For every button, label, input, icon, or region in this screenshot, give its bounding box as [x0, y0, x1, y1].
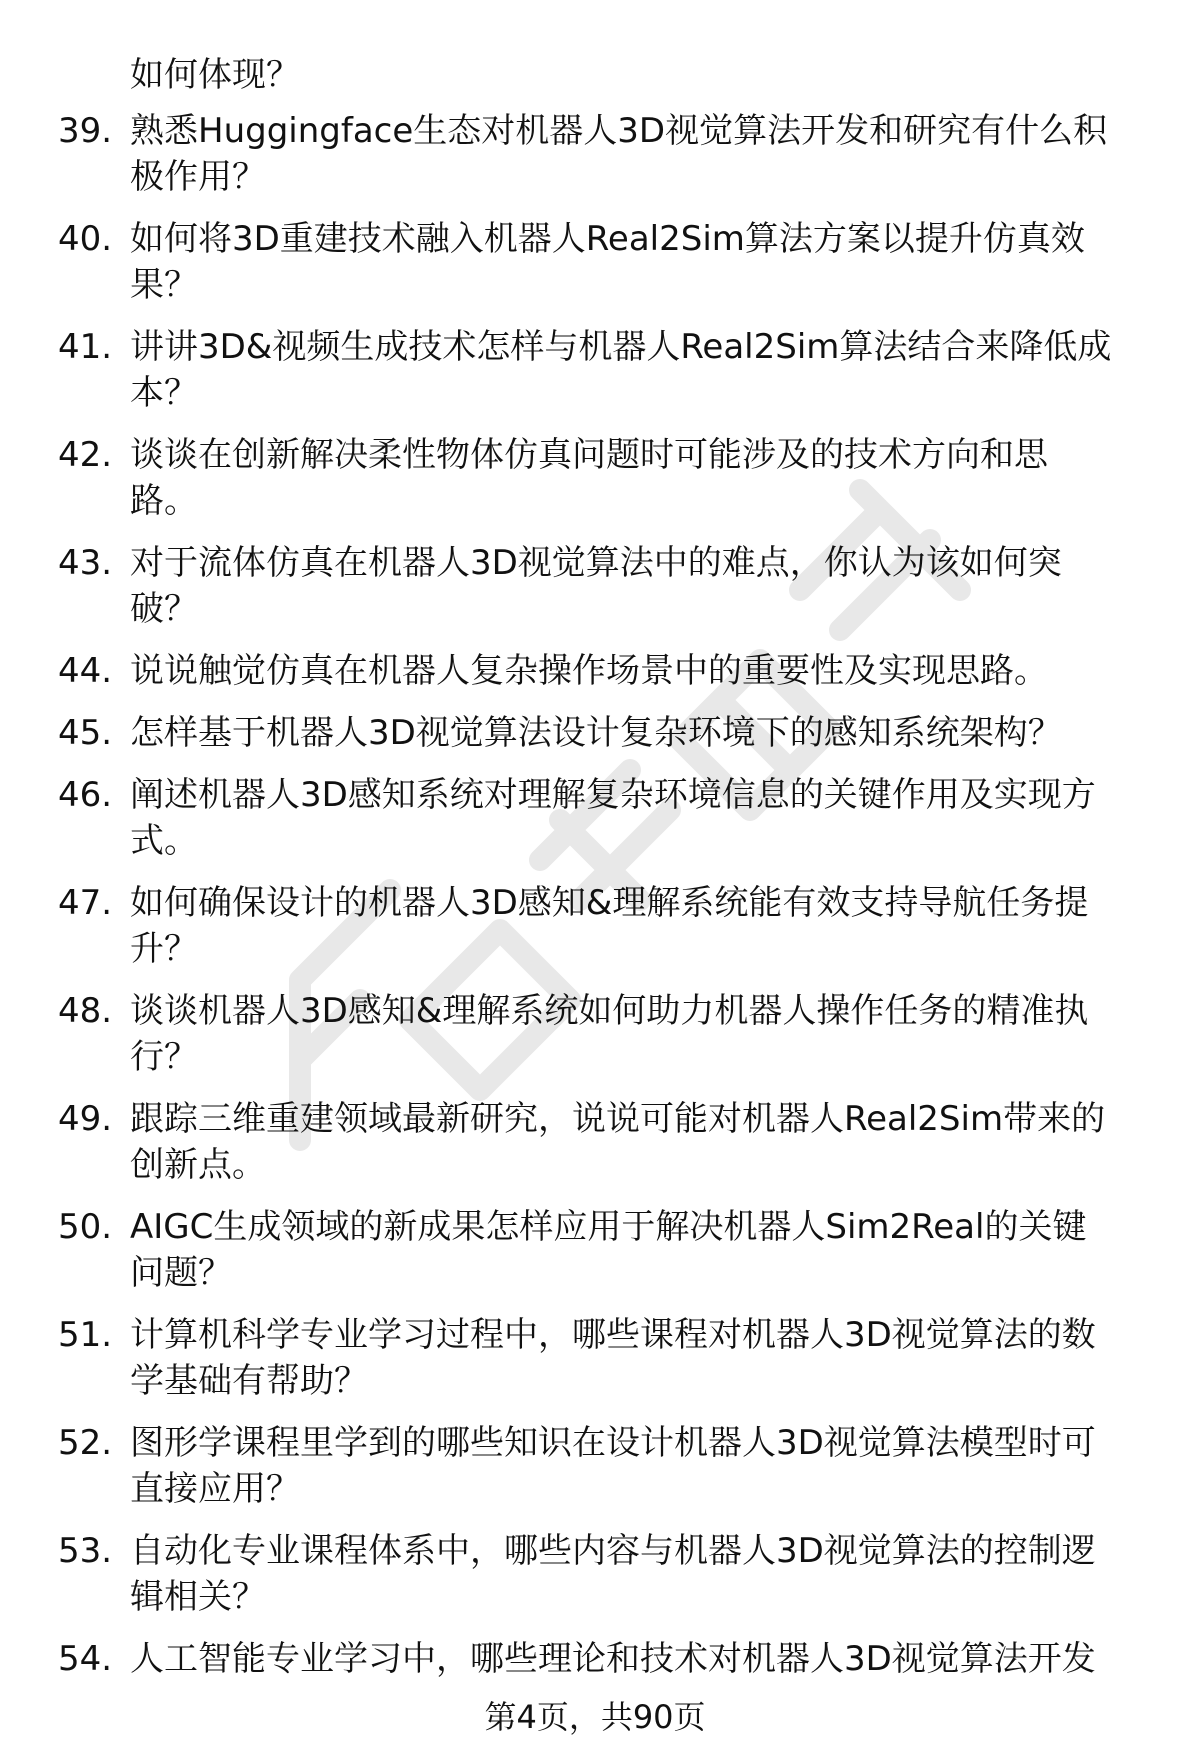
item-text-line-1: 怎样基于机器人3D视觉算法设计复杂环境下的感知系统架构？ [130, 713, 1062, 753]
item-text-line-1: 熟悉Huggingface生态对机器人3D视觉算法开发和研究有什么积 [130, 111, 1108, 151]
item-number: 52. [58, 1423, 113, 1463]
item-text-line-1: 跟踪三维重建领域最新研究，说说可能对机器人Real2Sim带来的 [130, 1099, 1106, 1139]
item-text-line-2: 式。 [130, 821, 198, 861]
item-number: 43. [58, 543, 113, 583]
item-text-line-2: 辑相关？ [130, 1577, 266, 1617]
item-text-line-1: 谈谈机器人3D感知&理解系统如何助力机器人操作任务的精准执 [130, 991, 1089, 1031]
item-text-line-2: 学基础有帮助？ [130, 1361, 368, 1401]
item-text-line-2: 直接应用？ [130, 1469, 300, 1509]
item-text-line-2: 问题？ [130, 1253, 232, 1293]
item-text-line-2: 极作用？ [130, 157, 266, 197]
item-number: 42. [58, 435, 113, 475]
item-text-line-2: 果？ [130, 265, 198, 305]
item-text-line-2: 破？ [130, 589, 198, 629]
item-text-line-1: 说说触觉仿真在机器人复杂操作场景中的重要性及实现思路。 [130, 651, 1048, 691]
item-text-line-2: 本？ [130, 373, 198, 413]
item-number: 46. [58, 775, 113, 815]
item-number: 48. [58, 991, 113, 1031]
item-text-line-1: 如何将3D重建技术融入机器人Real2Sim算法方案以提升仿真效 [130, 219, 1085, 259]
item-text-line-1: 对于流体仿真在机器人3D视觉算法中的难点，你认为该如何突 [130, 543, 1062, 583]
item-number: 51. [58, 1315, 113, 1355]
item-text-line-1: 如何确保设计的机器人3D感知&理解系统能有效支持导航任务提 [130, 883, 1089, 923]
item-number: 47. [58, 883, 113, 923]
item-number: 41. [58, 327, 113, 367]
item-text-line-1: 人工智能专业学习中，哪些理论和技术对机器人3D视觉算法开发 [130, 1639, 1096, 1679]
item-number: 45. [58, 713, 113, 753]
item-text-line-2: 升？ [130, 929, 198, 969]
item-number: 50. [58, 1207, 113, 1247]
item-number: 40. [58, 219, 113, 259]
item-text-line-2: 路。 [130, 481, 198, 521]
item-text-line-1: 图形学课程里学到的哪些知识在设计机器人3D视觉算法模型时可 [130, 1423, 1096, 1463]
item-text-line-1: AIGC生成领域的新成果怎样应用于解决机器人Sim2Real的关键 [130, 1207, 1087, 1247]
item-text-line-1: 讲讲3D&视频生成技术怎样与机器人Real2Sim算法结合来降低成 [130, 327, 1112, 367]
item-number: 54. [58, 1639, 113, 1679]
item-text-line-1: 谈谈在创新解决柔性物体仿真问题时可能涉及的技术方向和思 [130, 435, 1048, 475]
page-footer: 第4页，共90页 [484, 1698, 706, 1736]
item-text-line-1: 计算机科学专业学习过程中，哪些课程对机器人3D视觉算法的数 [130, 1315, 1096, 1355]
item-number: 53. [58, 1531, 113, 1571]
continuation-text: 如何体现？ [130, 55, 300, 95]
item-text-line-1: 阐述机器人3D感知系统对理解复杂环境信息的关键作用及实现方 [130, 775, 1096, 815]
item-text-line-2: 创新点。 [130, 1145, 266, 1185]
item-number: 49. [58, 1099, 113, 1139]
item-number: 39. [58, 111, 113, 151]
item-text-line-1: 自动化专业课程体系中，哪些内容与机器人3D视觉算法的控制逻 [130, 1531, 1096, 1571]
item-number: 44. [58, 651, 113, 691]
item-text-line-2: 行？ [130, 1037, 198, 1077]
